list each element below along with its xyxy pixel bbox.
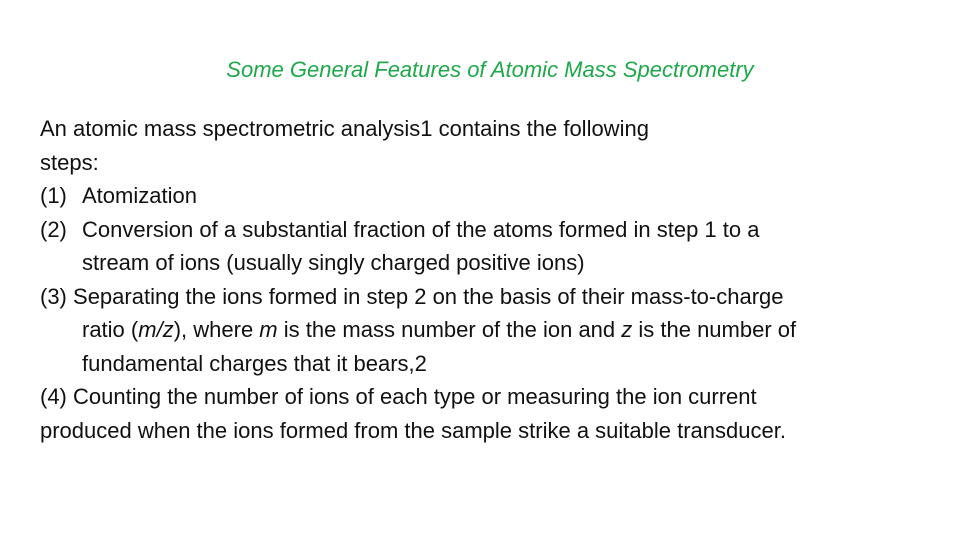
- step-3-cont-a: ratio (: [82, 317, 139, 342]
- step-2-text: Conversion of a substantial fraction of the atoms formed in step 1 to a: [82, 216, 760, 242]
- step-4-continuation: produced when the ions formed from the sample strike a suitable transducer.: [40, 417, 786, 443]
- step-3-cont-c: is the mass number of the ion and: [277, 317, 622, 342]
- step-1: [40, 179, 940, 213]
- slide-title: Some General Features of Atomic Mass Spectrometry: [226, 57, 754, 82]
- mz-symbol: m/z: [138, 317, 174, 342]
- step-2: [40, 213, 940, 247]
- step-3-text: Separating the ions formed in step 2 on the basis of their mass-to-charge: [73, 283, 784, 309]
- step-3: [40, 280, 940, 314]
- intro-line-2: steps:: [40, 149, 99, 175]
- step-2-number: (2): [40, 216, 67, 242]
- step-3-number: (3): [40, 283, 67, 309]
- step-1-text: Atomization: [82, 183, 197, 208]
- step-4-text: Counting the number of ions of each type or measuring the ion current: [73, 384, 757, 409]
- slide-body: [40, 112, 940, 447]
- intro-line-1: An atomic mass spectrometric analysis1 contains the following: [40, 116, 649, 141]
- step-3-continuation: [40, 313, 940, 347]
- step-3-cont-b: ), where: [173, 317, 260, 342]
- step-4-number: (4): [40, 384, 67, 409]
- step-2-continuation: stream of ions (usually singly charged positive ions): [82, 250, 585, 275]
- step-4: [40, 380, 940, 414]
- step-1-number: (1): [40, 183, 67, 208]
- m-symbol: m: [259, 317, 278, 342]
- step-3-cont-d: is the number of: [632, 317, 797, 342]
- z-symbol: z: [621, 317, 633, 342]
- step-3-continuation-2: fundamental charges that it bears,2: [82, 350, 427, 376]
